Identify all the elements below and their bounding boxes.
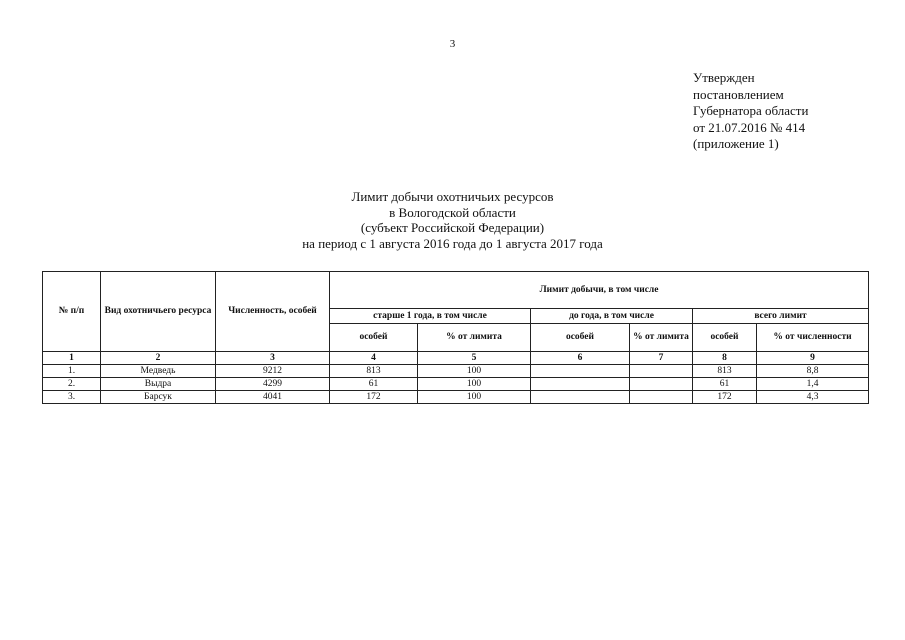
approval-line: Утвержден <box>693 70 755 85</box>
page-number: 3 <box>449 38 456 50</box>
header-species: Вид охотничьего ресурса <box>101 272 216 352</box>
title-line: на период с 1 августа 2016 года до 1 августа 2017 года <box>302 235 603 251</box>
title-line: Лимит добычи охотничьих ресурсов <box>351 189 554 204</box>
row-young-count <box>531 378 630 391</box>
column-number: 7 <box>630 352 693 365</box>
approval-stamp <box>693 70 893 153</box>
column-number: 9 <box>757 352 869 365</box>
row-species: Выдра <box>101 378 216 391</box>
header-adults-pct: % от лимита <box>418 324 531 352</box>
column-number: 6 <box>531 352 630 365</box>
header-adults: старше 1 года, в том числе <box>330 309 531 324</box>
row-adults-count: 813 <box>330 365 418 378</box>
approval-line: от 21.07.2016 № 414 <box>693 119 806 135</box>
row-total-count: 61 <box>693 378 757 391</box>
row-population: 4299 <box>216 378 330 391</box>
column-number: 5 <box>418 352 531 365</box>
row-num: 2. <box>43 378 101 391</box>
row-adults-pct: 100 <box>418 365 531 378</box>
table-row <box>43 365 869 378</box>
row-young-pct <box>630 378 693 391</box>
row-young-count <box>531 391 630 404</box>
approval-line: (приложение 1) <box>693 136 779 151</box>
row-total-pct: 8,8 <box>757 365 869 378</box>
column-number: 8 <box>693 352 757 365</box>
column-number: 1 <box>43 352 101 365</box>
title-line: (субъект Российской Федерации) <box>360 220 545 235</box>
row-total-count: 813 <box>693 365 757 378</box>
header-total-count: особей <box>693 324 757 352</box>
column-number: 4 <box>330 352 418 365</box>
row-young-pct <box>630 365 693 378</box>
row-species: Медведь <box>101 365 216 378</box>
header-limit: Лимит добычи, в том числе <box>330 272 869 309</box>
row-total-count: 172 <box>693 391 757 404</box>
title-line: в Вологодской области <box>389 204 516 220</box>
header-total: всего лимит <box>693 309 869 324</box>
row-young-pct <box>630 391 693 404</box>
header-num: № п/п <box>43 272 101 352</box>
hunting-limit-table <box>42 271 869 404</box>
row-adults-count: 172 <box>330 391 418 404</box>
header-adults-count: особей <box>330 324 418 352</box>
row-population: 4041 <box>216 391 330 404</box>
table-row <box>43 391 869 404</box>
row-num: 3. <box>43 391 101 404</box>
column-number: 3 <box>216 352 330 365</box>
row-young-count <box>531 365 630 378</box>
table-row <box>43 378 869 391</box>
row-adults-pct: 100 <box>418 391 531 404</box>
header-young-count: особей <box>531 324 630 352</box>
approval-line: постановлением <box>693 86 784 102</box>
row-species: Барсук <box>101 391 216 404</box>
row-adults-pct: 100 <box>418 378 531 391</box>
row-adults-count: 61 <box>330 378 418 391</box>
row-num: 1. <box>43 365 101 378</box>
row-population: 9212 <box>216 365 330 378</box>
header-young: до года, в том числе <box>531 309 693 324</box>
row-total-pct: 1,4 <box>757 378 869 391</box>
row-total-pct: 4,3 <box>757 391 869 404</box>
header-population: Численность, особей <box>216 272 330 352</box>
approval-line: Губернатора области <box>693 103 809 118</box>
column-number: 2 <box>101 352 216 365</box>
document-title <box>0 189 905 251</box>
header-total-pct: % от численности <box>757 324 869 352</box>
header-young-pct: % от лимита <box>630 324 693 352</box>
